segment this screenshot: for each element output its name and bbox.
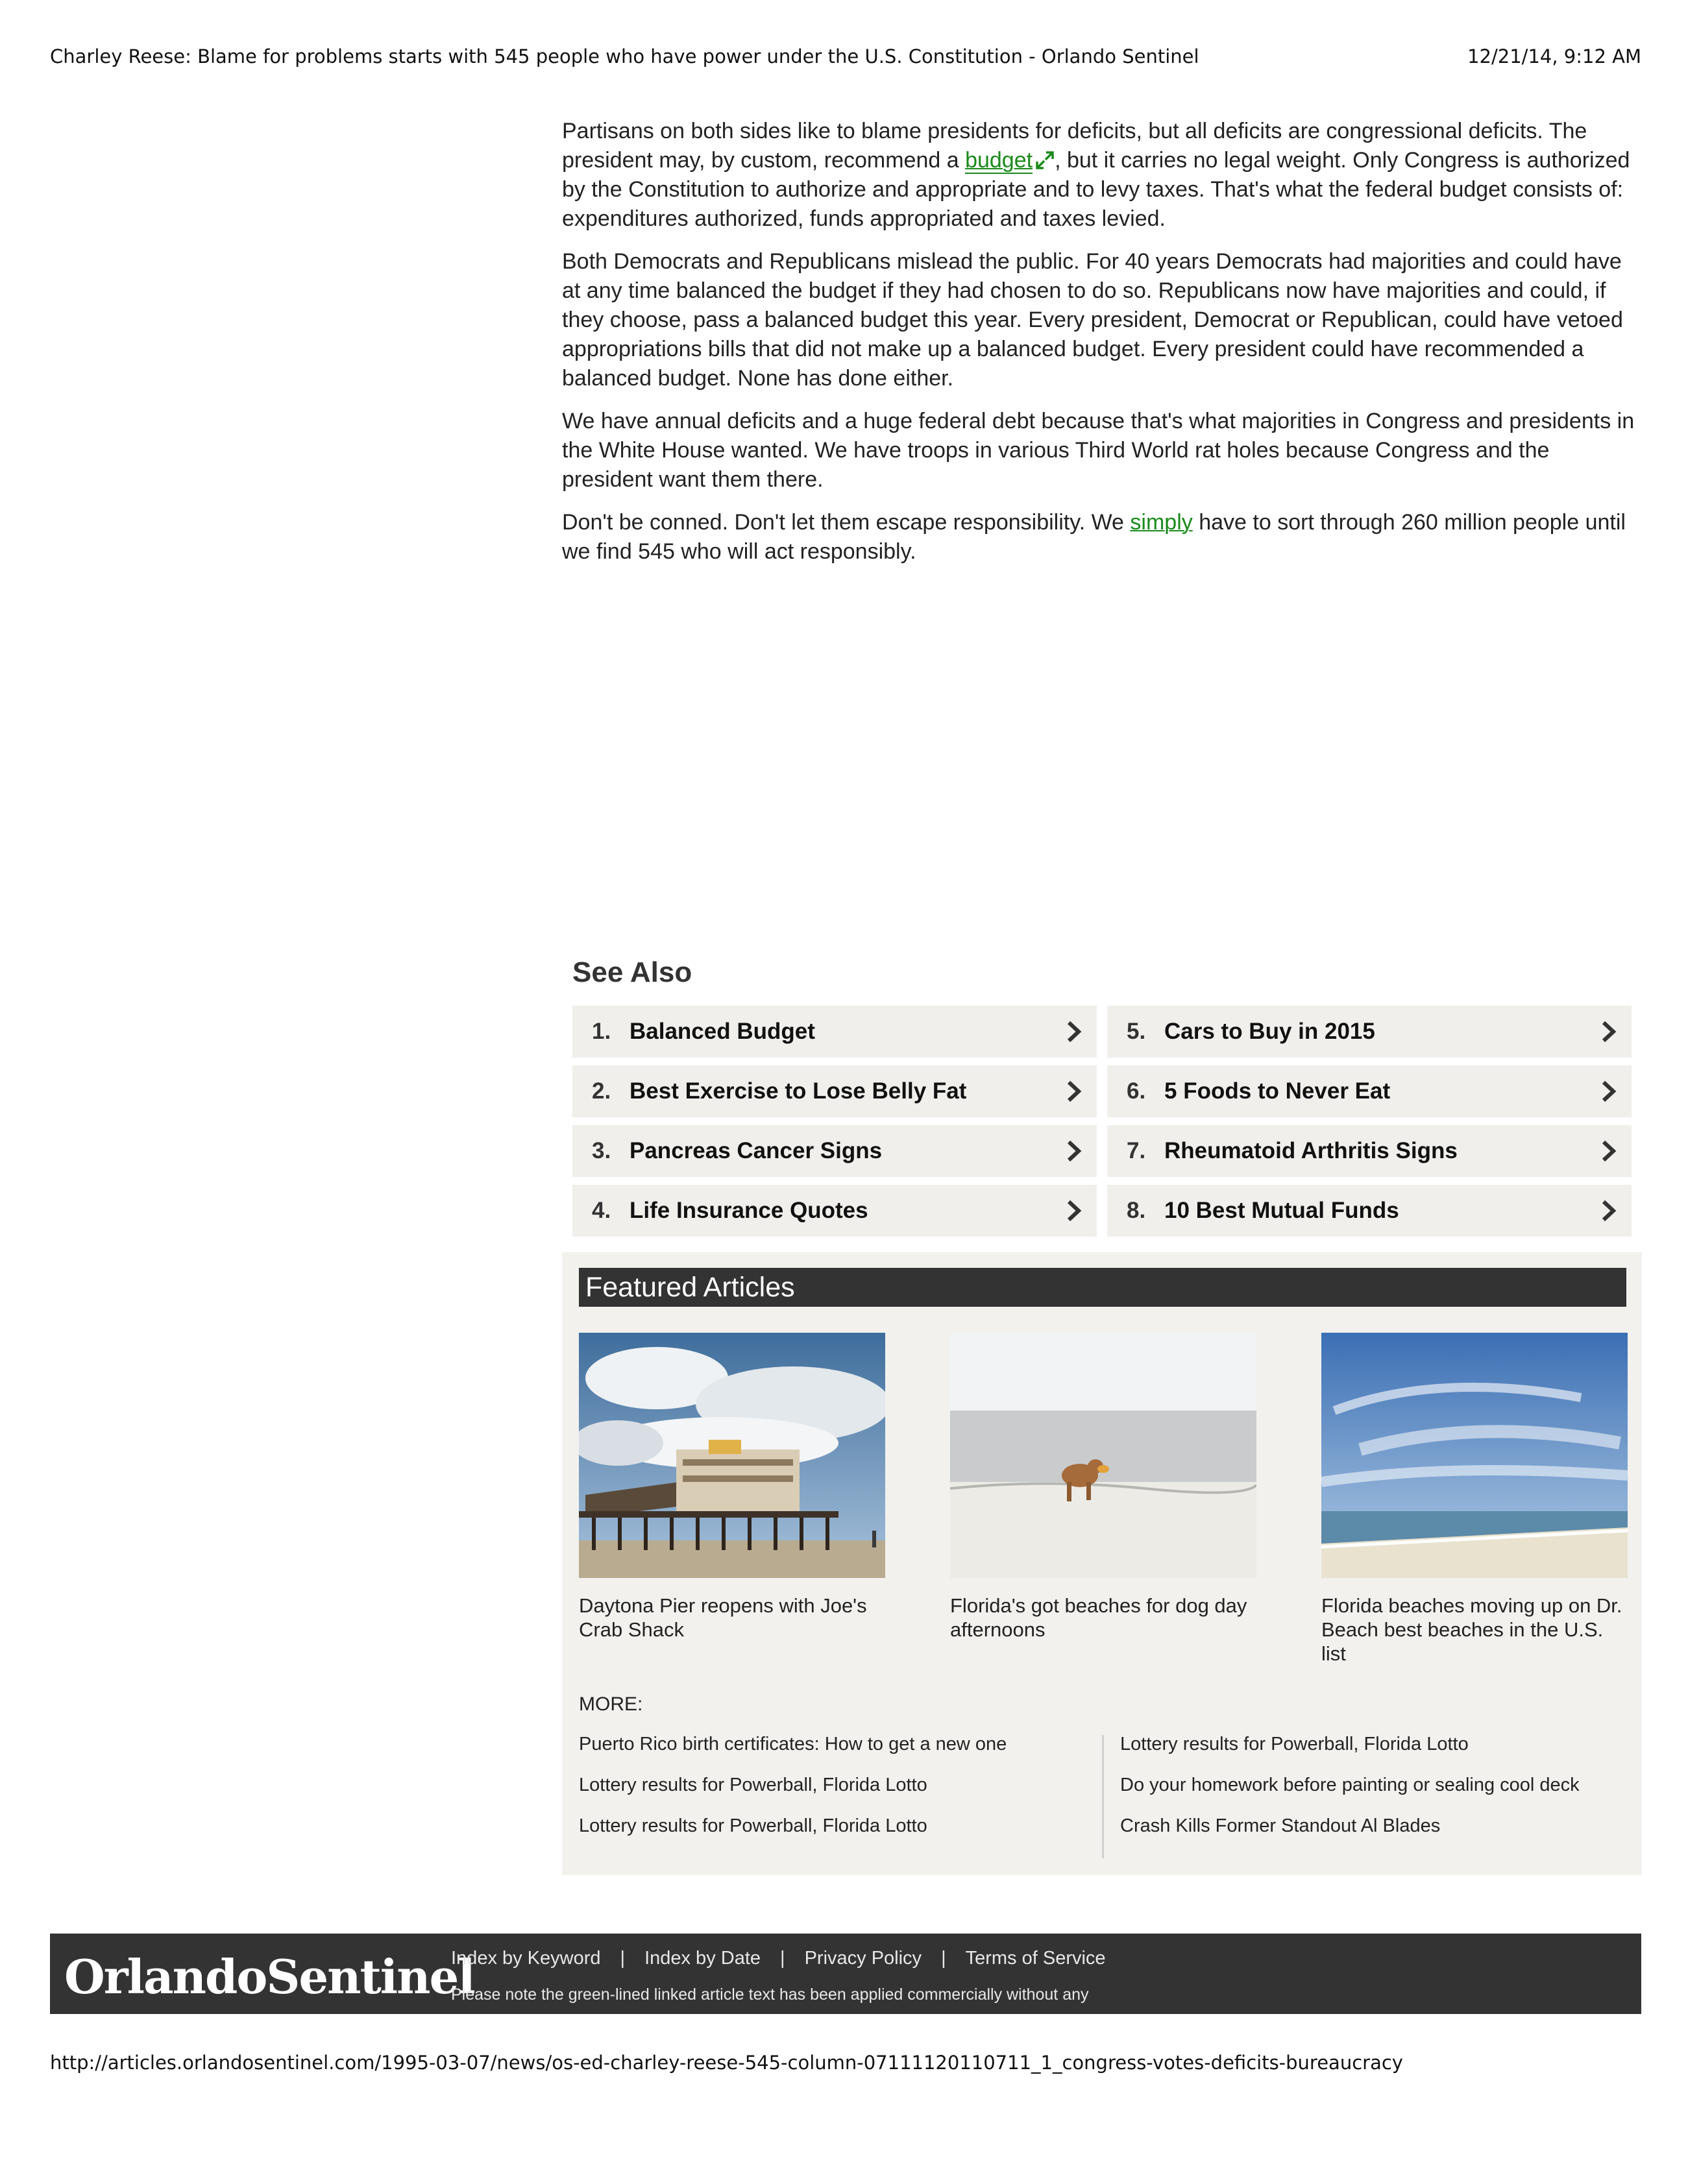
print-header-datetime: 12/21/14, 9:12 AM: [1467, 45, 1641, 67]
featured-card[interactable]: [579, 1333, 885, 1642]
footer-link-terms-of-service[interactable]: Terms of Service: [965, 1948, 1106, 1969]
see-also-section: [562, 956, 1639, 1223]
more-link[interactable]: Lottery results for Powerball, Florida Lotto: [579, 1815, 927, 1836]
footer-separator: |: [941, 1948, 946, 1969]
footer-note: Please note the green-lined linked article text has been applied commercially without any: [451, 1985, 1089, 2004]
see-also-label: 10 Best Mutual Funds: [1164, 1198, 1399, 1223]
chevron-right-icon: [1598, 1139, 1620, 1163]
see-also-item[interactable]: [1107, 1065, 1632, 1117]
more-label: MORE:: [579, 1693, 643, 1715]
featured-card[interactable]: [1321, 1333, 1628, 1666]
orlando-sentinel-logo[interactable]: OrlandoSentinel: [64, 1949, 474, 2004]
see-also-label: Best Exercise to Lose Belly Fat: [630, 1078, 967, 1104]
see-also-label: Cars to Buy in 2015: [1164, 1019, 1375, 1044]
article-text: , but it carries no legal weight. Only Congress is authorized by the Constitution to authorize and appropriate and to levy taxes. That's what the federal budget consists of: expenditures authorized, funds appropriated and taxes levied.: [562, 148, 1630, 231]
see-also-label: Rheumatoid Arthritis Signs: [1164, 1138, 1458, 1163]
footer-link-index-by-keyword[interactable]: Index by Keyword: [451, 1948, 601, 1969]
expand-icon[interactable]: [1035, 151, 1055, 170]
chevron-right-icon: [1063, 1199, 1085, 1222]
featured-caption[interactable]: Florida's got beaches for dog day afternoons: [950, 1594, 1247, 1641]
see-also-item[interactable]: [1107, 1125, 1632, 1177]
chevron-right-icon: [1063, 1020, 1085, 1043]
site-footer: [50, 1934, 1641, 2014]
chevron-right-icon: [1063, 1080, 1085, 1103]
see-also-label: 5 Foods to Never Eat: [1164, 1078, 1391, 1104]
see-also-label: Life Insurance Quotes: [630, 1198, 868, 1223]
featured-articles-section: [562, 1252, 1642, 1875]
print-header: [50, 45, 1641, 74]
article-text: Don't be conned. Don't let them escape responsibility. We: [562, 510, 1131, 535]
article-paragraph: We have annual deficits and a huge federal debt because that's what majorities in Congress and presidents in the White House wanted. We have troops in various Third World rat holes because Congress and the president want them there.: [562, 409, 1635, 492]
more-link[interactable]: Lottery results for Powerball, Florida Lotto: [1120, 1734, 1469, 1754]
see-also-num: 1.: [592, 1019, 611, 1044]
see-also-item[interactable]: [1107, 1006, 1632, 1058]
see-also-num: 3.: [592, 1138, 611, 1163]
article-text: Partisans on both sides like to blame presidents for deficits, but all deficits are congressional deficits. The president may, by custom, recommend a: [562, 119, 1587, 173]
beach-photo[interactable]: [1321, 1333, 1628, 1578]
see-also-item[interactable]: [572, 1065, 1097, 1117]
see-also-num: 7.: [1127, 1138, 1146, 1163]
footer-link-privacy-policy[interactable]: Privacy Policy: [804, 1948, 922, 1969]
see-also-item[interactable]: [572, 1006, 1097, 1058]
footer-separator: |: [620, 1948, 626, 1969]
more-links-right: [1120, 1734, 1580, 1856]
featured-articles-title: Featured Articles: [579, 1268, 1626, 1307]
chevron-right-icon: [1598, 1080, 1620, 1103]
print-url: http://articles.orlandosentinel.com/1995-03-07/news/os-ed-charley-reese-545-column-07111120110711_1_congress-votes-deficits-bureaucracy: [50, 2052, 1403, 2074]
article-text: have to sort through 260 million people until we find 545 who will act responsibly.: [562, 510, 1626, 564]
article-paragraph: [562, 508, 1639, 566]
footer-links: [451, 1948, 1106, 1969]
featured-caption[interactable]: Daytona Pier reopens with Joe's Crab Shack: [579, 1594, 867, 1641]
print-header-title: Charley Reese: Blame for problems starts with 545 people who have power under the U.S. Constitution - Orlando Sentinel: [50, 45, 1199, 67]
see-also-num: 8.: [1127, 1198, 1146, 1223]
article-body: [562, 117, 1639, 580]
featured-card[interactable]: [950, 1333, 1256, 1642]
chevron-right-icon: [1598, 1199, 1620, 1222]
see-also-title: See Also: [572, 956, 692, 988]
more-link[interactable]: Do your homework before painting or sealing cool deck: [1120, 1775, 1580, 1795]
article-paragraph: Both Democrats and Republicans mislead the public. For 40 years Democrats had majorities and could have at any time balanced the budget if they had chosen to do so. Republicans now have majorities and could, if they choose, pass a balanced budget this year. Every president, Democrat or Republican, could have vetoed appropriations bills that did not make up a balanced budget. Every president could have recommended a balanced budget. None has done either.: [562, 249, 1623, 391]
see-also-num: 2.: [592, 1078, 611, 1104]
more-links-left: [579, 1734, 1007, 1856]
budget-link[interactable]: budget: [965, 148, 1033, 173]
footer-link-index-by-date[interactable]: Index by Date: [644, 1948, 761, 1969]
chevron-right-icon: [1063, 1139, 1085, 1163]
more-link[interactable]: Crash Kills Former Standout Al Blades: [1120, 1815, 1441, 1836]
chevron-right-icon: [1598, 1020, 1620, 1043]
see-also-item[interactable]: [572, 1185, 1097, 1237]
more-link[interactable]: Lottery results for Powerball, Florida Lotto: [579, 1775, 927, 1795]
see-also-num: 5.: [1127, 1019, 1146, 1044]
see-also-item[interactable]: [572, 1125, 1097, 1177]
see-also-label: Pancreas Cancer Signs: [630, 1138, 883, 1163]
more-link[interactable]: Puerto Rico birth certificates: How to get a new one: [579, 1734, 1007, 1754]
dog-beach-photo[interactable]: [950, 1333, 1256, 1578]
simply-link[interactable]: simply: [1130, 510, 1193, 535]
see-also-label: Balanced Budget: [630, 1019, 815, 1044]
article-paragraph: [562, 117, 1639, 234]
more-divider: [1102, 1735, 1104, 1858]
featured-caption[interactable]: Florida beaches moving up on Dr. Beach best beaches in the U.S. list: [1321, 1594, 1622, 1665]
footer-separator: |: [780, 1948, 785, 1969]
pier-photo[interactable]: [579, 1333, 885, 1578]
see-also-num: 4.: [592, 1198, 611, 1223]
see-also-num: 6.: [1127, 1078, 1146, 1104]
see-also-item[interactable]: [1107, 1185, 1632, 1237]
